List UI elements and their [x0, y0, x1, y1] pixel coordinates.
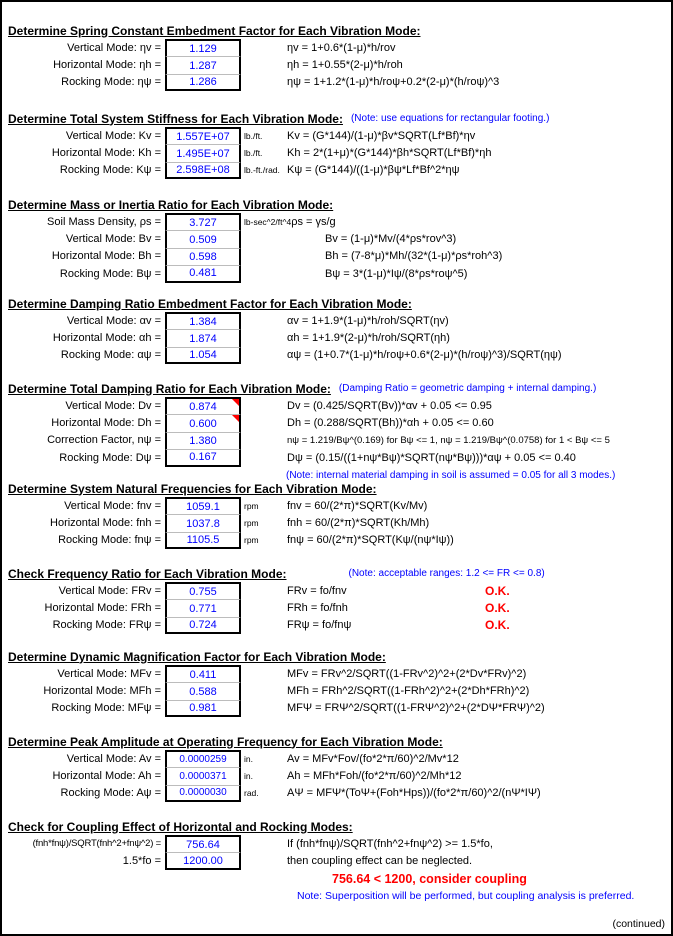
cell-value: 1.874 — [189, 332, 217, 345]
cell-value: 0.724 — [189, 618, 217, 631]
calc-row — [8, 497, 670, 514]
section-title: Determine System Natural Frequencies for Each Vibration Mode: — [8, 481, 377, 496]
units-label — [241, 682, 287, 699]
cell-value: 2.598E+08 — [176, 163, 230, 176]
row-label: Horizontal Mode: Dh = — [51, 417, 161, 430]
section-rows — [8, 397, 670, 467]
units-label — [241, 248, 287, 265]
units-label: lb./ft. — [244, 130, 263, 141]
value-cell[interactable] — [165, 835, 241, 852]
row-label: Vertical Mode: Av = — [66, 752, 161, 765]
value-cell[interactable] — [165, 599, 241, 616]
formula-text: Dv = (0.425/SQRT(Bv))*αv + 0.05 <= 0.95 — [287, 399, 492, 412]
calc-row — [8, 532, 670, 549]
formula-text: fnψ = 60/(2*π)*SQRT(Kψ/(nψ*Iψ)) — [287, 534, 454, 547]
units-label: lb./ft. — [244, 148, 263, 159]
section-header — [8, 110, 670, 127]
formula-text: Kψ = (G*144)/((1-μ)*βψ*Lf*Bf^2*ηψ — [287, 164, 460, 177]
section-title: Determine Total System Stiffness for Each Vibration Mode: — [8, 111, 343, 126]
section-rows — [8, 750, 670, 802]
calc-section — [8, 380, 670, 484]
section-rows — [8, 213, 670, 283]
section-rows — [8, 39, 670, 91]
value-cell[interactable] — [165, 213, 241, 230]
section-rows — [8, 127, 670, 179]
row-label: Vertical Mode: αv = — [66, 314, 161, 327]
row-label: 1.5*fo = — [122, 855, 161, 868]
cell-value: 1.495E+07 — [176, 147, 230, 160]
row-label: Vertical Mode: Kv = — [65, 129, 161, 142]
cell-value: 1200.00 — [183, 854, 223, 867]
row-label: Rocking Mode: MFψ = — [51, 702, 161, 715]
cell-value: 0.981 — [189, 701, 217, 714]
calc-row — [8, 432, 670, 449]
calc-row — [8, 39, 670, 56]
cell-value: 0.411 — [189, 668, 217, 681]
section-title: Determine Damping Ratio Embedment Factor for Each Vibration Mode: — [8, 296, 412, 311]
value-cell[interactable] — [165, 162, 241, 179]
units-label — [241, 347, 287, 364]
units-label — [241, 617, 287, 634]
cell-value: 0.481 — [189, 267, 217, 280]
calc-section — [8, 110, 670, 179]
row-label: Rocking Mode: Kψ = — [59, 164, 161, 177]
cell-value: 0.0000371 — [179, 771, 227, 783]
value-cell[interactable] — [165, 785, 241, 802]
value-cell[interactable] — [165, 700, 241, 717]
row-label: Rocking Mode: Dψ = — [59, 451, 161, 464]
units-label — [241, 329, 287, 346]
section-title: Determine Mass or Inertia Ratio for Each Vibration Mode: — [8, 197, 334, 212]
section-title: Determine Dynamic Magnification Factor for Each Vibration Mode: — [8, 649, 386, 664]
formula-text: ηv = 1+0.6*(1-μ)*h/rov — [287, 41, 396, 54]
units-label: rad. — [244, 788, 259, 799]
cell-value: 756.64 — [186, 838, 220, 851]
units-label — [241, 230, 287, 247]
section-rows — [8, 582, 670, 634]
units-label: lb-sec^2/ft^4 — [244, 216, 292, 227]
calc-row — [8, 700, 670, 717]
value-cell[interactable] — [165, 767, 241, 784]
calc-row — [8, 852, 670, 869]
calc-row — [8, 265, 670, 282]
status-ok-label: O.K. — [485, 583, 510, 598]
calc-row — [8, 74, 670, 91]
units-label — [241, 852, 287, 869]
calc-row — [8, 750, 670, 767]
row-label: Rocking Mode: Aψ = — [60, 787, 161, 800]
value-cell[interactable] — [165, 347, 241, 364]
comment-indicator-icon — [232, 399, 239, 406]
section-header — [8, 733, 670, 750]
row-label: Horizontal Mode: ηh = — [53, 59, 161, 72]
units-label: lb.-ft./rad. — [244, 165, 280, 176]
units-label — [241, 582, 287, 599]
cell-value: 1.557E+07 — [176, 130, 230, 143]
cell-value: 1.287 — [189, 59, 217, 72]
calc-section — [8, 733, 670, 802]
formula-text: MFΨ = FRΨ^2/SQRT((1-FRΨ^2)^2+(2*DΨ*FRΨ)^2) — [287, 702, 545, 715]
value-cell[interactable] — [165, 665, 241, 682]
section-note: (Note: acceptable ranges: 1.2 <= FR <= 0.8) — [348, 568, 545, 579]
row-label: Rocking Mode: FRψ = — [52, 619, 161, 632]
cell-value: 0.509 — [189, 233, 217, 246]
value-cell[interactable] — [165, 449, 241, 466]
formula-text: FRh = fo/fnh — [287, 602, 348, 615]
section-header — [8, 565, 670, 582]
row-label: Rocking Mode: fnψ = — [58, 534, 161, 547]
section-rows — [8, 835, 670, 870]
calc-row — [8, 767, 670, 784]
section-footnote: (Note: internal material damping in soil is assumed = 0.05 for all 3 modes.) — [286, 469, 616, 481]
cell-value: 3.727 — [189, 216, 217, 229]
calc-row — [8, 682, 670, 699]
value-cell[interactable] — [165, 265, 241, 282]
formula-text: Kv = (G*144)/(1-μ)*βv*SQRT(Lf*Bf)*ηv — [287, 129, 476, 142]
formula-text: Dh = (0.288/SQRT(Bh))*αh + 0.05 <= 0.60 — [287, 417, 494, 430]
cell-value: 0.588 — [189, 685, 217, 698]
section-note: (Damping Ratio = geometric damping + internal damping.) — [338, 383, 597, 394]
section-header — [8, 196, 670, 213]
calc-section — [8, 480, 670, 549]
calc-section — [8, 648, 670, 717]
value-cell[interactable] — [165, 397, 241, 414]
formula-text: Kh = 2*(1+μ)*(G*144)*βh*SQRT(Lf*Bf)*ηh — [287, 147, 492, 160]
units-label — [241, 835, 287, 852]
calc-row — [8, 230, 670, 247]
formula-text: ηψ = 1+1.2*(1-μ)*h/roψ+0.2*(2-μ)*(h/roψ)^3 — [287, 76, 500, 89]
cell-value: 0.598 — [189, 250, 217, 263]
row-label: Vertical Mode: Bv = — [65, 233, 161, 246]
formula-text: nψ = 1.219/Bψ^(0.169) for Bψ <= 1, nψ = 1.219/Bψ^(0.0758) for 1 < Bψ <= 5 — [287, 434, 610, 446]
cell-value: 0.0000030 — [179, 787, 227, 799]
section-header — [8, 480, 670, 497]
formula-text: fnh = 60/(2*π)*SQRT(Kh/Mh) — [287, 517, 430, 530]
cell-value: 1037.8 — [186, 517, 220, 530]
row-label: Vertical Mode: FRv = — [58, 584, 161, 597]
section-rows — [8, 665, 670, 717]
formula-text: Bh = (7-8*μ)*Mh/(32*(1-μ)*ρs*roh^3) — [325, 250, 503, 263]
formula-text: αh = 1+1.9*(2-μ)*h/roh/SQRT(ηh) — [287, 332, 450, 345]
section-title: Determine Spring Constant Embedment Factor for Each Vibration Mode: — [8, 23, 421, 38]
section-rows — [8, 497, 670, 549]
calc-row — [8, 312, 670, 329]
value-cell[interactable] — [165, 248, 241, 265]
row-label: Soil Mass Density, ρs = — [47, 215, 161, 228]
section-title: Check Frequency Ratio for Each Vibration Mode: — [8, 566, 287, 581]
cell-value: 0.755 — [189, 585, 217, 598]
section-header — [8, 295, 670, 312]
value-cell[interactable] — [165, 329, 241, 346]
calc-section — [8, 565, 670, 634]
value-cell[interactable] — [165, 127, 241, 144]
calc-section — [8, 818, 670, 905]
calc-row — [8, 449, 670, 466]
value-cell[interactable] — [165, 514, 241, 531]
row-label: Vertical Mode: ηv = — [67, 41, 161, 54]
row-label: Horizontal Mode: Bh = — [51, 250, 161, 263]
calc-row — [8, 617, 670, 634]
row-label: Rocking Mode: Bψ = — [59, 267, 161, 280]
row-label: Vertical Mode: MFv = — [57, 667, 161, 680]
formula-text: Bv = (1-μ)*Mv/(4*ρs*rov^3) — [325, 233, 457, 246]
formula-text: ρs = γs/g — [291, 215, 336, 228]
row-label: Rocking Mode: αψ = — [60, 349, 161, 362]
calc-row — [8, 414, 670, 431]
calc-row — [8, 582, 670, 599]
units-label — [241, 312, 287, 329]
row-label: Horizontal Mode: fnh = — [50, 517, 161, 530]
calc-row — [8, 248, 670, 265]
units-label — [241, 265, 287, 282]
row-label: Horizontal Mode: MFh = — [43, 685, 161, 698]
row-label: (fnh*fnψ)/SQRT(fnh^2+fnψ^2) = — [32, 838, 161, 850]
row-label: Horizontal Mode: Ah = — [52, 770, 161, 783]
section-note: (Note: use equations for rectangular footing.) — [350, 113, 550, 124]
formula-text: MFv = FRv^2/SQRT((1-FRv^2)^2+(2*Dv*FRv)^2) — [287, 667, 527, 680]
calc-row — [8, 162, 670, 179]
value-cell[interactable] — [165, 56, 241, 73]
calc-row — [8, 514, 670, 531]
formula-text: Bψ = 3*(1-μ)*Iψ/(8*ρs*roψ^5) — [325, 267, 468, 280]
row-label: Horizontal Mode: Kh = — [51, 147, 161, 160]
calc-row — [8, 329, 670, 346]
calc-section — [8, 196, 670, 283]
row-label: Correction Factor, nψ = — [47, 434, 161, 447]
units-label — [241, 414, 287, 431]
formula-text: Av = MFv*Fov/(fo*2*π/60)^2/Mv*12 — [287, 752, 459, 765]
row-label: Horizontal Mode: FRh = — [44, 602, 161, 615]
value-cell[interactable] — [165, 432, 241, 449]
formula-text: If (fnh*fnψ)/SQRT(fnh^2+fnψ^2) >= 1.5*fo, — [287, 837, 493, 850]
value-cell[interactable] — [165, 497, 241, 514]
value-cell[interactable] — [165, 617, 241, 634]
formula-text: Dψ = (0.15/((1+nψ*Bψ)*SQRT(nψ*Bψ)))*αψ + 0.05 <= 0.40 — [287, 451, 576, 464]
section-header — [8, 818, 670, 835]
cell-value: 1.286 — [189, 75, 217, 88]
units-label — [241, 449, 287, 466]
value-cell[interactable] — [165, 39, 241, 56]
units-label — [241, 56, 287, 73]
calc-row — [8, 397, 670, 414]
calc-row — [8, 144, 670, 161]
formula-text: FRv = fo/fnv — [287, 584, 347, 597]
value-cell[interactable] — [165, 414, 241, 431]
cell-value: 0.0000259 — [179, 754, 227, 766]
cell-value: 1.054 — [189, 348, 217, 361]
value-cell[interactable] — [165, 582, 241, 599]
cell-value: 1.129 — [189, 42, 217, 55]
formula-text: ηh = 1+0.55*(2-μ)*h/roh — [287, 59, 403, 72]
section-footnote: Note: Superposition will be performed, but coupling analysis is preferred. — [297, 890, 635, 903]
units-label: in. — [244, 753, 253, 764]
continued-label: (continued) — [612, 918, 665, 930]
formula-text: AΨ = MFΨ*(ToΨ+(Foh*Hps))/(fo*2*π/60)^2/(nΨ*IΨ) — [287, 787, 541, 800]
units-label — [241, 432, 287, 449]
calc-section — [8, 295, 670, 364]
cell-value: 1059.1 — [186, 500, 220, 513]
formula-text: αψ = (1+0.7*(1-μ)*h/roψ+0.6*(2-μ)*(h/roψ)^3)/SQRT(ηψ) — [287, 349, 562, 362]
formula-text: then coupling effect can be neglected. — [287, 855, 473, 868]
value-cell[interactable] — [165, 532, 241, 549]
calc-row — [8, 213, 670, 230]
comment-indicator-icon — [232, 415, 239, 422]
section-header — [8, 648, 670, 665]
cell-value: 1.380 — [189, 434, 217, 447]
units-label — [241, 599, 287, 616]
calc-row — [8, 665, 670, 682]
units-label — [241, 700, 287, 717]
cell-value: 0.874 — [189, 400, 217, 413]
row-label: Vertical Mode: fnv = — [64, 499, 161, 512]
value-cell[interactable] — [165, 682, 241, 699]
status-ok-label: O.K. — [485, 618, 510, 633]
formula-text: MFh = FRh^2/SQRT((1-FRh^2)^2+(2*Dh*FRh)^2) — [287, 685, 530, 698]
calc-row — [8, 599, 670, 616]
units-label — [241, 665, 287, 682]
section-rows — [8, 312, 670, 364]
cell-value: 0.771 — [189, 602, 217, 615]
value-cell[interactable] — [165, 312, 241, 329]
calc-row — [8, 347, 670, 364]
cell-value: 0.167 — [189, 451, 217, 464]
cell-value: 1105.5 — [186, 533, 220, 546]
units-label: rpm — [244, 500, 259, 511]
formula-text: FRψ = fo/fnψ — [287, 619, 352, 632]
units-label — [241, 39, 287, 56]
section-header — [8, 380, 670, 397]
calc-row — [8, 785, 670, 802]
units-label — [241, 74, 287, 91]
formula-text: fnv = 60/(2*π)*SQRT(Kv/Mv) — [287, 499, 428, 512]
section-title: Check for Coupling Effect of Horizontal and Rocking Modes: — [8, 819, 353, 834]
coupling-warning-text: 756.64 < 1200, consider coupling — [332, 871, 527, 886]
value-cell[interactable] — [165, 144, 241, 161]
section-title: Determine Peak Amplitude at Operating Frequency for Each Vibration Mode: — [8, 734, 443, 749]
formula-text: Ah = MFh*Foh/(fo*2*π/60)^2/Mh*12 — [287, 770, 462, 783]
status-ok-label: O.K. — [485, 601, 510, 616]
value-cell[interactable] — [165, 852, 241, 869]
row-label: Rocking Mode: ηψ = — [61, 76, 161, 89]
units-label: rpm — [244, 535, 259, 546]
value-cell[interactable] — [165, 750, 241, 767]
units-label: rpm — [244, 518, 259, 529]
row-label: Vertical Mode: Dv = — [65, 399, 161, 412]
section-title: Determine Total Damping Ratio for Each Vibration Mode: — [8, 381, 331, 396]
formula-text: αv = 1+1.9*(1-μ)*h/roh/SQRT(ηv) — [287, 314, 449, 327]
cell-value: 1.384 — [189, 315, 217, 328]
units-label: in. — [244, 771, 253, 782]
calc-row — [8, 56, 670, 73]
value-cell[interactable] — [165, 74, 241, 91]
calc-row — [8, 835, 670, 852]
value-cell[interactable] — [165, 230, 241, 247]
section-header — [8, 22, 670, 39]
units-label — [241, 397, 287, 414]
calc-row — [8, 127, 670, 144]
calc-section — [8, 22, 670, 91]
row-label: Horizontal Mode: αh = — [52, 332, 161, 345]
cell-value: 0.600 — [189, 417, 217, 430]
